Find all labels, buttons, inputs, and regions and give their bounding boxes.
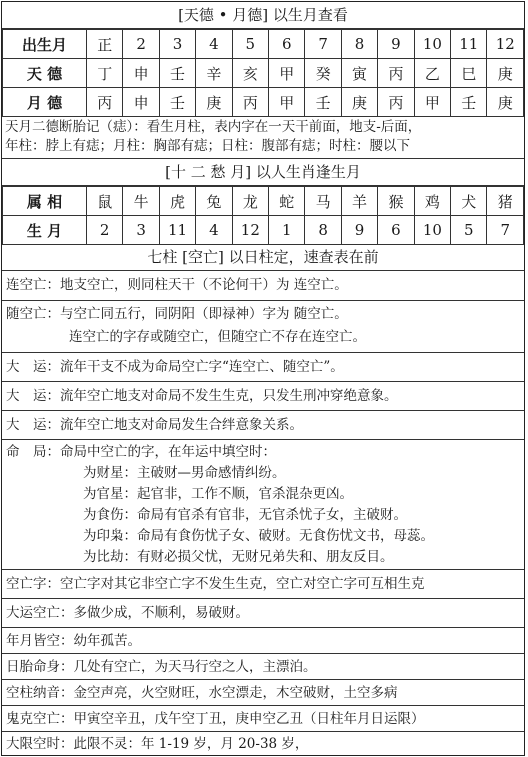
- tiande-table-row: [3, 88, 524, 117]
- tiande-table-cell: 乙: [414, 59, 450, 88]
- entry-kongzhu-nayin: [2, 680, 524, 706]
- chou-table-row: [3, 187, 524, 216]
- tiande-table-row: [3, 59, 524, 88]
- chou-table-cell: 11: [159, 216, 195, 245]
- chou-table-cell: 7: [487, 216, 524, 245]
- tiande-table-cell: 亥: [232, 59, 268, 88]
- tiande-table-cell: 申: [123, 88, 159, 117]
- chou-table-cell: 兔: [196, 187, 232, 216]
- tiande-table-cell: 庚: [487, 59, 524, 88]
- tiande-table-cell: 9: [378, 30, 414, 59]
- mingju-line: 为食伤：命局有官杀有官非，无官杀忧子女，主破财。: [83, 507, 407, 523]
- entry-nianyue-jiekong: [2, 628, 524, 654]
- tiande-table: [2, 29, 524, 117]
- entry-dayun-2: [2, 382, 524, 411]
- chou-table-cell: 12: [232, 216, 268, 245]
- entry-line: 连空亡：地支空亡，则同柱天干（不论何干）为 连空亡。: [6, 277, 348, 293]
- chou-table-cell: 6: [378, 216, 414, 245]
- tiande-table-cell: 壬: [305, 88, 341, 117]
- tiande-table-cell: 甲: [269, 59, 305, 88]
- entry-dayun-3: [2, 411, 524, 440]
- tiande-table-cell: 辛: [196, 59, 232, 88]
- tiande-table-cell: 丙: [378, 88, 414, 117]
- entry-line: 空亡字：空亡字对其它非空亡字不发生生克，空亡对空亡字可互相生克: [6, 576, 425, 592]
- tiande-table-cell: 庚: [196, 88, 232, 117]
- tiande-table-cell: 5: [232, 30, 268, 59]
- tiande-note-line: 天月二德断胎记（痣）：看生月柱，表内字在一天干前面，地支-后面，: [5, 119, 422, 135]
- entry-line: 随空亡：与空亡同五行，同阴阳（即禄神）字为 随空亡。: [6, 306, 348, 322]
- entry-line: 年月皆空：幼年孤苦。: [6, 633, 141, 649]
- tiande-table-cell: 11: [451, 30, 487, 59]
- chou-table-cell: 牛: [123, 187, 159, 216]
- tiande-table-cell: 12: [487, 30, 524, 59]
- tiande-table-cell: 壬: [159, 88, 195, 117]
- entry-kongwang-zi: [2, 570, 524, 599]
- chou-table-cell: 2: [87, 216, 123, 245]
- entry-mingju: [2, 440, 524, 570]
- chou-table-cell: 鼠: [87, 187, 123, 216]
- entry-line: 日胎命身：几处有空亡，为天马行空之人，主漂泊。: [6, 659, 317, 675]
- mingju-line: 为印枭：命局有食伤忧子女、破财。无食伤忧文书，母蕊。: [83, 528, 434, 544]
- chou-table-cell: 1: [269, 216, 305, 245]
- chou-table-cell: 猴: [378, 187, 414, 216]
- tiande-table-cell: 6: [269, 30, 305, 59]
- tiande-table-cell: 丙: [87, 88, 123, 117]
- chou-table-cell: 9: [341, 216, 377, 245]
- mingju-line: 为官星：起官非，工作不顺，官杀混杂更凶。: [83, 486, 353, 502]
- chou-table-cell: 4: [196, 216, 232, 245]
- entry-line: 大 运：流年干支不成为命局空亡字“连空亡、随空亡”。: [6, 359, 344, 375]
- tiande-table-cell: 丁: [87, 59, 123, 88]
- chou-table-cell: 5: [451, 216, 487, 245]
- entry-line: 大 运：流年空亡地支对命局不发生生克，只发生刑冲穿绝意象。: [6, 388, 398, 404]
- chou-title: [十 二 愁 月] 以人生肖逢生月: [2, 159, 524, 186]
- entry-line: 大 运：流年空亡地支对命局发生合绊意象关系。: [6, 417, 303, 433]
- tiande-table-row-label: 天 德: [3, 59, 87, 88]
- tiande-table-cell: 10: [414, 30, 450, 59]
- tiande-table-cell: 8: [341, 30, 377, 59]
- tiande-table-row: [3, 30, 524, 59]
- tiande-table-cell: 丙: [378, 59, 414, 88]
- tiande-table-cell: 甲: [414, 88, 450, 117]
- tiande-title: [天德 • 月德] 以生月查看: [2, 2, 524, 29]
- chou-table-cell: 龙: [232, 187, 268, 216]
- tiande-table-cell: 庚: [341, 88, 377, 117]
- kongwang-title: 七柱 [空亡] 以日柱定，速查表在前: [2, 244, 524, 271]
- tiande-table-cell: 甲: [269, 88, 305, 117]
- chou-table: [2, 186, 524, 245]
- tiande-note-line: 年柱：脖上有痣；月柱：胸部有痣；日柱：腹部有痣；时柱：腰以下: [5, 138, 410, 154]
- tiande-table-cell: 正: [87, 30, 123, 59]
- tiande-table-row-label: 月 德: [3, 88, 87, 117]
- chou-table-cell: 8: [305, 216, 341, 245]
- tiande-table-cell: 寅: [341, 59, 377, 88]
- entry-dayun-1: [2, 353, 524, 382]
- tiande-table-cell: 4: [196, 30, 232, 59]
- reference-sheet: [1, 1, 525, 756]
- entry-ritai-mingshen: [2, 654, 524, 680]
- tiande-note: [2, 117, 524, 159]
- tiande-table-cell: 巳: [451, 59, 487, 88]
- tiande-table-cell: 壬: [159, 59, 195, 88]
- tiande-table-cell: 申: [123, 59, 159, 88]
- chou-table-cell: 猪: [487, 187, 524, 216]
- chou-table-row-label: 属 相: [3, 187, 87, 216]
- entry-guike-kongwang: [2, 706, 524, 732]
- chou-table-cell: 3: [123, 216, 159, 245]
- tiande-table-row-label: 出生月: [3, 30, 87, 59]
- entry-line: 大运空亡：多做少成，不顺利，易破财。: [6, 605, 249, 621]
- tiande-table-cell: 3: [159, 30, 195, 59]
- mingju-line: 为财星：主破财—男命感情纠纷。: [83, 465, 286, 481]
- chou-table-cell: 马: [305, 187, 341, 216]
- chou-table-row-label: 生 月: [3, 216, 87, 245]
- entry-line: 空柱纳音：金空声亮，火空财旺，水空漂走，木空破财，土空多病: [6, 685, 398, 701]
- chou-table-cell: 10: [414, 216, 450, 245]
- tiande-table-cell: 丙: [232, 88, 268, 117]
- chou-table-cell: 鸡: [414, 187, 450, 216]
- entry-daxian-kongshi: [2, 732, 524, 755]
- chou-table-cell: 蛇: [269, 187, 305, 216]
- tiande-table-cell: 癸: [305, 59, 341, 88]
- tiande-table-cell: 壬: [451, 88, 487, 117]
- entry-dayun-kongwang: [2, 599, 524, 628]
- chou-table-cell: 犬: [451, 187, 487, 216]
- mingju-line: 为比劫：有财必损父忧，无财兄弟失和、朋友反目。: [83, 549, 394, 565]
- entry-lian-kongwang: [2, 271, 524, 301]
- chou-table-cell: 羊: [341, 187, 377, 216]
- entry-line: 鬼克空亡：甲寅空辛丑，戊午空丁丑，庚申空乙丑（日柱年月日运限）: [6, 711, 425, 727]
- mingju-head: 命 局：命局中空亡的字，在年运中填空时：: [6, 444, 276, 460]
- entry-sui-kongwang: [2, 301, 524, 353]
- chou-table-row: [3, 216, 524, 245]
- entry-line: 连空亡的字存或随空亡，但随空亡不存在连空亡。: [69, 329, 366, 345]
- tiande-table-cell: 庚: [487, 88, 524, 117]
- tiande-table-cell: 2: [123, 30, 159, 59]
- tiande-table-cell: 7: [305, 30, 341, 59]
- chou-table-cell: 虎: [159, 187, 195, 216]
- entry-line: 大限空时：此限不灵：年 1-19 岁，月 20-38 岁，: [6, 736, 309, 752]
